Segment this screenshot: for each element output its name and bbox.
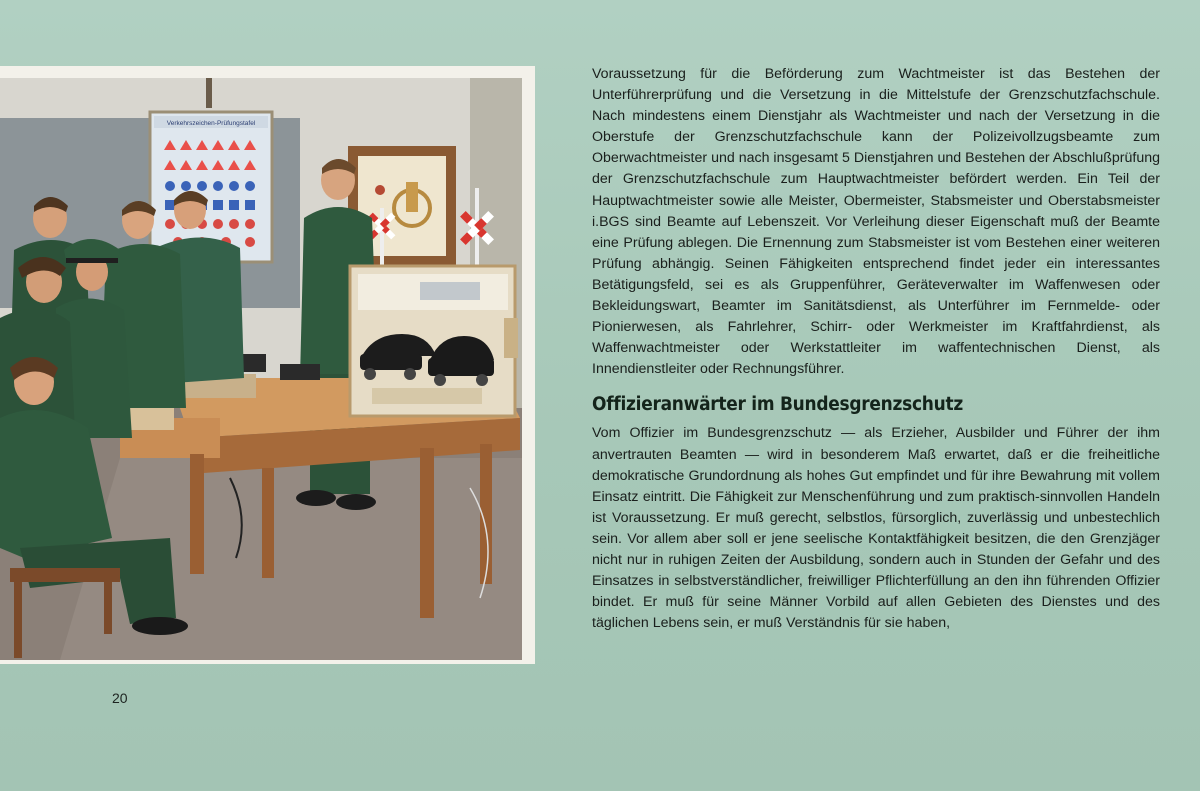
- section-heading: Offizieranwärter im Bundesgrenzschutz: [592, 394, 963, 416]
- wall-chart-heading: Verkehrszeichen-Prüfungstafel: [166, 120, 256, 127]
- traffic-training-cabinet: [350, 266, 518, 416]
- classroom-photo: [0, 78, 522, 660]
- text-column: [592, 64, 1160, 634]
- page-number: 20: [112, 690, 128, 706]
- body-paragraph-wachtmeister: Voraussetzung für die Beförderung zum Wachtmeister ist das Bestehen der Unterführerprüfung und die Versetzung in die Mittelstufe der Grenzschutzfachschule. Nach mindestens einem Dienstjahr als Wachtmeister und nach der Versetzung in die Oberstufe der Grenzschutzfachschule kann der Polizeivollzugsbeamte zum Oberwachtmeister und nach insgesamt 5 Dienstjahren und Bestehen der Abschlußprüfung der Grenzschutzfachschule zum Hauptwachtmeister befördert werden. Ein Teil der Hauptwachtmeister sowie alle Meister, Obermeister, Stabsmeister und Oberstabsmeister i.BGS sind Beamte auf Lebenszeit. Vor Verleihung dieser Eigenschaft muß der Beamte eine Prüfung ablegen. Die Ernennung zum Stabsmeister ist vom Bestehen einer weiteren Prüfung abhängig. Seinen Fähigkeiten entsprechend findet jeder ein interessantes Betätigungsfeld, sei es als Gruppenführer, Geräteverwalter im Waffenwesen oder Bekleidungswart, Beamter im Sanitätsdienst, als Unterführer im Fernmelde- oder Pionierwesen, als Fahrlehrer, Schirr- oder Werkmeister im Kraftfahrdienst, als Waffenwachtmeister oder Werkstattleiter im waffentechnischen Dienst, als Innendienstleiter oder Rechnungsführer.: [592, 66, 1160, 378]
- photo-frame: [0, 66, 535, 664]
- body-paragraph-offizier: Vom Offizier im Bundesgrenzschutz — als Erzieher, Ausbilder und Führer der ihm anvertrauten Beamten — wird in besonderem Maß erwartet, daß er die freiheitliche demokratische Grundordnung als hohes Gut empfindet und für ihre Bewahrung mit vollem Einsatz eintritt. Die Fähigkeit zur Menschenführung und zum praktisch-sinnvollen Handeln ist Voraussetzung. Er muß gerecht, selbstlos, fürsorglich, zuverlässig und unbestechlich sein. Vor allem aber soll er jene seelische Kontaktfähigkeit besitzen, die den Grenzjäger nicht nur in ruhigen Zeiten der Ausbildung, sondern auch in Stunden der Gefahr und des Einsatzes in selbstverständlicher, freiwilliger Pflichterfüllung an den ihn führenden Offizier bindet. Er muß für seine Männer Vorbild auf allen Gebieten des Dienstes und des täglichen Lebens sein, er muß Verständnis für sie haben,: [592, 425, 1160, 632]
